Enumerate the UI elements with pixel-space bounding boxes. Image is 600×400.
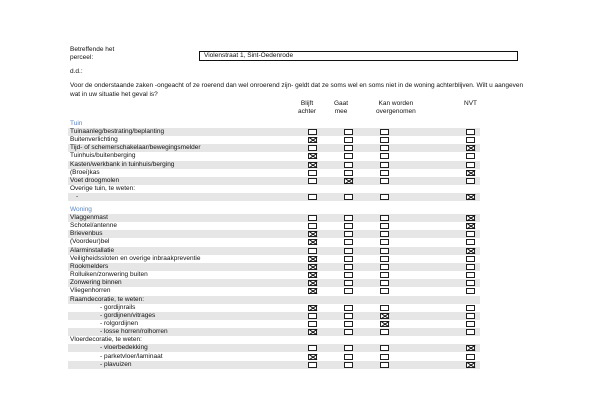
perceel-label-line1: Betreffende het xyxy=(70,46,115,53)
checkbox-blijft-achter[interactable] xyxy=(308,223,317,229)
checkbox-gaat-mee[interactable] xyxy=(344,178,353,184)
address-field[interactable]: Violenstraat 1, Sint-Oedenrode xyxy=(199,51,518,61)
checkbox-nvt[interactable] xyxy=(466,137,475,143)
table-row xyxy=(68,128,480,136)
checkbox-nvt[interactable] xyxy=(466,329,475,335)
column-header-nvt xyxy=(464,100,477,108)
row-label: Tuinhuis/buitenberging xyxy=(70,152,136,160)
checkbox-nvt[interactable] xyxy=(466,239,475,245)
checkbox-kan-worden-overgenomen[interactable] xyxy=(380,329,389,335)
checkbox-blijft-achter[interactable] xyxy=(308,215,317,221)
column-header-line1: Gaat xyxy=(334,100,349,107)
checkbox-nvt[interactable] xyxy=(466,248,475,254)
checkbox-kan-worden-overgenomen[interactable] xyxy=(380,129,389,135)
checkbox-nvt[interactable] xyxy=(466,264,475,270)
checkbox-kan-worden-overgenomen[interactable] xyxy=(380,321,389,327)
checkbox-nvt[interactable] xyxy=(466,321,475,327)
checkbox-nvt[interactable] xyxy=(466,354,475,360)
checkbox-kan-worden-overgenomen[interactable] xyxy=(380,239,389,245)
column-header-kan-worden-overgenomen xyxy=(376,100,416,115)
checkbox-gaat-mee[interactable] xyxy=(344,345,353,351)
checkbox-nvt[interactable] xyxy=(466,256,475,262)
checkbox-kan-worden-overgenomen[interactable] xyxy=(380,313,389,319)
checkbox-gaat-mee[interactable] xyxy=(344,354,353,360)
row-label: Rolluiken/zonwering buiten xyxy=(70,271,148,279)
checkbox-blijft-achter[interactable] xyxy=(308,272,317,278)
checkbox-nvt[interactable] xyxy=(466,145,475,151)
checkbox-gaat-mee[interactable] xyxy=(344,231,353,237)
section-title: Woning xyxy=(70,206,92,213)
checkbox-kan-worden-overgenomen[interactable] xyxy=(380,231,389,237)
checkbox-blijft-achter[interactable] xyxy=(308,170,317,176)
checkbox-gaat-mee[interactable] xyxy=(344,264,353,270)
checkbox-nvt[interactable] xyxy=(466,305,475,311)
checkbox-gaat-mee[interactable] xyxy=(344,223,353,229)
table-row xyxy=(68,263,480,271)
table-row xyxy=(68,185,480,193)
table-row xyxy=(68,336,480,344)
checkbox-nvt[interactable] xyxy=(466,129,475,135)
column-header-line1: Kan worden xyxy=(378,100,414,107)
table-row xyxy=(68,255,480,263)
checkbox-gaat-mee[interactable] xyxy=(344,362,353,368)
checkbox-gaat-mee[interactable] xyxy=(344,162,353,168)
intro-text: Voor de onderstaande zaken -ongeacht of ze roerend dan wel onroerend zijn- geldt dat ze soms wel en soms niet in de woning achterblijven. Wilt u aangeven wat in uw situatie het geval is? xyxy=(70,82,524,98)
table-row xyxy=(68,230,480,238)
column-header-line1: NVT xyxy=(464,100,477,107)
checkbox-kan-worden-overgenomen[interactable] xyxy=(380,272,389,278)
checkbox-nvt[interactable] xyxy=(466,194,475,200)
row-label: - losse horren/rolhorren xyxy=(100,328,168,336)
table-row xyxy=(68,169,480,177)
row-label: - gordijnrails xyxy=(100,303,136,311)
checkbox-gaat-mee[interactable] xyxy=(344,272,353,278)
checkbox-nvt[interactable] xyxy=(466,272,475,278)
checkbox-blijft-achter[interactable] xyxy=(308,145,317,151)
row-label: Overige tuin, te weten: xyxy=(70,185,136,193)
table-row xyxy=(68,136,480,144)
row-label: Vloerdecoratie, te weten: xyxy=(70,336,142,344)
checkbox-gaat-mee[interactable] xyxy=(344,145,353,151)
row-label: Raamdecoratie, te weten: xyxy=(70,295,145,303)
table-row xyxy=(68,344,480,352)
checkbox-gaat-mee[interactable] xyxy=(344,129,353,135)
table-row xyxy=(68,177,480,185)
table-row xyxy=(68,222,480,230)
checkbox-blijft-achter[interactable] xyxy=(308,321,317,327)
row-label: Kasten/werkbank in tuinhuis/berging xyxy=(70,160,175,168)
checkbox-nvt[interactable] xyxy=(466,223,475,229)
table-row xyxy=(68,296,480,304)
checkbox-gaat-mee[interactable] xyxy=(344,305,353,311)
checkbox-blijft-achter[interactable] xyxy=(308,280,317,286)
column-header-line2: overgenomen xyxy=(376,107,416,115)
checkbox-kan-worden-overgenomen[interactable] xyxy=(380,223,389,229)
row-label: Rookmelders xyxy=(70,262,109,270)
checkbox-gaat-mee[interactable] xyxy=(344,256,353,262)
checkbox-kan-worden-overgenomen[interactable] xyxy=(380,280,389,286)
table-row xyxy=(68,247,480,255)
row-label: Tijd- of schemerschakelaar/bewegingsmelder xyxy=(70,144,201,152)
checkbox-blijft-achter[interactable] xyxy=(308,264,317,270)
table-row xyxy=(68,238,480,246)
checkbox-blijft-achter[interactable] xyxy=(308,313,317,319)
checkbox-nvt[interactable] xyxy=(466,170,475,176)
checkbox-gaat-mee[interactable] xyxy=(344,194,353,200)
table-row xyxy=(68,312,480,320)
checkbox-gaat-mee[interactable] xyxy=(344,321,353,327)
checkbox-gaat-mee[interactable] xyxy=(344,137,353,143)
checkbox-blijft-achter[interactable] xyxy=(308,288,317,294)
checkbox-nvt[interactable] xyxy=(466,215,475,221)
row-label: (Voordeur)bel xyxy=(70,238,110,246)
row-label: Zonwering binnen xyxy=(70,279,122,287)
checkbox-kan-worden-overgenomen[interactable] xyxy=(380,362,389,368)
checkbox-kan-worden-overgenomen[interactable] xyxy=(380,305,389,311)
checkbox-gaat-mee[interactable] xyxy=(344,153,353,159)
checkbox-kan-worden-overgenomen[interactable] xyxy=(380,215,389,221)
checkbox-kan-worden-overgenomen[interactable] xyxy=(380,170,389,176)
column-header-gaat-mee xyxy=(334,100,348,115)
checkbox-kan-worden-overgenomen[interactable] xyxy=(380,264,389,270)
table-row xyxy=(68,193,480,201)
checkbox-blijft-achter[interactable] xyxy=(308,345,317,351)
table-row xyxy=(68,287,480,295)
row-label: Voet droogmolen xyxy=(70,176,120,184)
row-label: Schotel/antenne xyxy=(70,222,117,230)
checkbox-blijft-achter[interactable] xyxy=(308,194,317,200)
table-row xyxy=(68,304,480,312)
checkbox-nvt[interactable] xyxy=(466,162,475,168)
row-label: Veiligheidssloten en overige inbraakpreventie xyxy=(70,254,201,262)
row-label: - plavuizen xyxy=(100,360,132,368)
checkbox-gaat-mee[interactable] xyxy=(344,329,353,335)
row-label: Brievenbus xyxy=(70,230,103,238)
checkbox-blijft-achter[interactable] xyxy=(308,178,317,184)
checkbox-nvt[interactable] xyxy=(466,153,475,159)
checkbox-gaat-mee[interactable] xyxy=(344,280,353,286)
table-row xyxy=(68,271,480,279)
checkbox-kan-worden-overgenomen[interactable] xyxy=(380,256,389,262)
section-title: Tuin xyxy=(70,120,83,127)
checkbox-gaat-mee[interactable] xyxy=(344,239,353,245)
checkbox-gaat-mee[interactable] xyxy=(344,170,353,176)
row-label: - parketvloer/laminaat xyxy=(100,352,163,360)
checkbox-nvt[interactable] xyxy=(466,231,475,237)
checkbox-kan-worden-overgenomen[interactable] xyxy=(380,248,389,254)
checkbox-gaat-mee[interactable] xyxy=(344,288,353,294)
checkbox-blijft-achter[interactable] xyxy=(308,239,317,245)
checkbox-blijft-achter[interactable] xyxy=(308,256,317,262)
row-label: Tuinaanleg/bestrating/beplanting xyxy=(70,128,165,135)
row-label: - xyxy=(76,193,79,201)
row-label: - gordijnen/vitrages xyxy=(100,311,156,319)
checkbox-kan-worden-overgenomen[interactable] xyxy=(380,354,389,360)
checkbox-blijft-achter[interactable] xyxy=(308,362,317,368)
perceel-label-line2: perceel: xyxy=(70,54,94,61)
table-row xyxy=(68,214,480,222)
column-header-line2: mee xyxy=(334,107,348,115)
table-row xyxy=(68,361,480,369)
table-row xyxy=(68,152,480,160)
table-row xyxy=(68,320,480,328)
table-row xyxy=(68,161,480,169)
checkbox-nvt[interactable] xyxy=(466,178,475,184)
checkbox-kan-worden-overgenomen[interactable] xyxy=(380,162,389,168)
checkbox-blijft-achter[interactable] xyxy=(308,162,317,168)
date-label: d.d.: xyxy=(70,68,83,75)
checkbox-kan-worden-overgenomen[interactable] xyxy=(380,153,389,159)
column-header-blijft-achter xyxy=(298,100,316,115)
row-label: - vloerbedekking xyxy=(100,344,148,352)
checkbox-kan-worden-overgenomen[interactable] xyxy=(380,194,389,200)
checkbox-blijft-achter[interactable] xyxy=(308,231,317,237)
checkbox-nvt[interactable] xyxy=(466,313,475,319)
row-label: Buitenverlichting xyxy=(70,136,118,144)
checkbox-kan-worden-overgenomen[interactable] xyxy=(380,145,389,151)
table-row xyxy=(68,279,480,287)
checkbox-blijft-achter[interactable] xyxy=(308,153,317,159)
checkbox-kan-worden-overgenomen[interactable] xyxy=(380,288,389,294)
checkbox-kan-worden-overgenomen[interactable] xyxy=(380,178,389,184)
checkbox-nvt[interactable] xyxy=(466,345,475,351)
row-label: Vlaggenmast xyxy=(70,214,108,221)
checkbox-gaat-mee[interactable] xyxy=(344,313,353,319)
checkbox-nvt[interactable] xyxy=(466,362,475,368)
row-label: - rolgordijnen xyxy=(100,319,138,327)
checkbox-nvt[interactable] xyxy=(466,288,475,294)
row-label: Vliegenhorren xyxy=(70,287,111,295)
table-row xyxy=(68,353,480,361)
column-header-line2: achter xyxy=(298,107,317,115)
table-row xyxy=(68,328,480,336)
checkbox-blijft-achter[interactable] xyxy=(308,129,317,135)
checkbox-blijft-achter[interactable] xyxy=(308,329,317,335)
checkbox-blijft-achter[interactable] xyxy=(308,248,317,254)
checkbox-blijft-achter[interactable] xyxy=(308,137,317,143)
table-row xyxy=(68,144,480,152)
checkbox-gaat-mee[interactable] xyxy=(344,248,353,254)
checkbox-kan-worden-overgenomen[interactable] xyxy=(380,345,389,351)
checkbox-blijft-achter[interactable] xyxy=(308,354,317,360)
checkbox-kan-worden-overgenomen[interactable] xyxy=(380,137,389,143)
checkbox-nvt[interactable] xyxy=(466,280,475,286)
row-label: Alarminstallatie xyxy=(70,246,115,254)
checkbox-blijft-achter[interactable] xyxy=(308,305,317,311)
row-label: (Broei)kas xyxy=(70,168,100,176)
column-header-line1: Blijft xyxy=(300,100,314,107)
checkbox-gaat-mee[interactable] xyxy=(344,215,353,221)
